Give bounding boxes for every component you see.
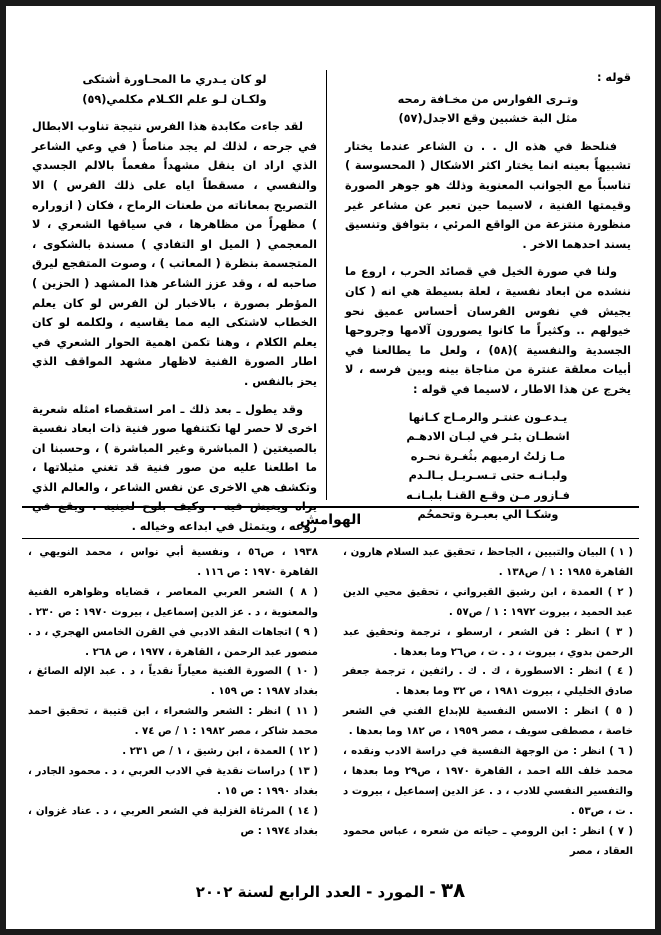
verse-line: ولبـانـه حتى تـسـربـل بـالـدم bbox=[408, 469, 568, 483]
journal-issue: - المورد - العدد الرابع لسنة ٢٠٠٢ bbox=[195, 883, 436, 901]
footnote: ( ٨ ) الشعر العربي المعاصر ، قضاياه وظواهره الفنية والمعنوية ، د . عز الدين إسماعيل ، بيروت ١٩٧٠ : ص ٢٣٠ . bbox=[28, 586, 319, 618]
verse-line: يـدعـون عنتـر والرمـاح كـانها bbox=[408, 410, 568, 424]
paragraph: لقد جاءت مكابدة هذا الفرس نتيجة تناوب الابطال في جرحه ، لذلك لم يجد مناصاً ( في وعي الشاعر الذي اراد ان ينقل مشهداً مفعماً بالالم الجسدي والنفسي ، مسقطاً اياه على ذلك الفرس ) الا التصريح بمعاناته من طعنات الرماح ، فكان ( ازوراره ) مظهراً من مظاهرها ، في سياقها الشعري ، لا المعجمي ( الميل او التفادي ) مسندة بالشكوى ، المتجسمة بنظرة ( المعاتب ) ، وصوت المتفجع ليرق صاحبه له ، وقد عزز الشاعر هذا المشهد ( الحزين ) المؤطر بصورة ، بالاخبار لن الفرس لو كان يعلم الخطاب لاشتكى اليه مما يقاسيه ، ولكلمه لو كان يعلم الكلام ، وهنا تكمن اهمية الحوار الشعري في اطار الصورة الفنية لاظهار مشهد المواقف الذي يحز بالنفس . bbox=[32, 120, 317, 388]
verse-line: لو كان يـدري ما المحـاورة أشتكى bbox=[82, 73, 267, 86]
notes-right-column bbox=[343, 543, 633, 862]
footnote: ( ٢ ) العمدة ، ابن رشيق القيرواني ، تحقيق محيي الدين عبد الحميد ، بيروت ١٩٧٢ : ١ / ص٥٧ . bbox=[343, 586, 633, 618]
paragraph: فنلحظ في هذه ال . . ن الشاعر عندما يختار تشبيهاً بعينه انما يختار اكثر الاشكال ( المحسوسة ) تناسباً مع الجوانب المعنوية وذلك هو جوهر الصورة وقيمتها الفنية ، لاسيما حين تعبر عن مشاعر غير منظورة منتزعة من الواقع المرئي ، بتوافق وتنسيق يسند احدهما الاخر . bbox=[345, 139, 631, 251]
verse-line: وتـرى الفوارس من مخـافة رمحه bbox=[397, 92, 579, 106]
notes-separator bbox=[22, 506, 639, 508]
paragraph: وقد يطول ـ بعد ذلك ـ امر استقصاء امثله شعرية اخرى لا حصر لها تكتنفها صور فنية ذات ابعاد نفسية بالصيغتين ( المباشرة وغير المباشرة ) ، وحسبنا ان ما اطلعنا عليه من صور فنية قد تغني مثيلاتها ، وتكشف هي الاخرى عن نفس الشاعر ، والعالم الذي روعه ، ويتمثل في ابداعه وخياله . bbox=[32, 402, 317, 534]
verse-line: مثل البة خشبين وقع الاجدل(٥٧) bbox=[398, 112, 578, 126]
verse-block-3 bbox=[32, 70, 317, 109]
page-footer bbox=[0, 878, 661, 902]
footnote: ١٩٣٨ ، ص٥٦ ، ونفسية أبي نواس ، محمد النويهي ، القاهرة ١٩٧٠ : ص ١١٦ . bbox=[28, 547, 318, 578]
footnote: ( ٩ ) اتجاهات النقد الادبي في القرن الخامس الهجري ، د . منصور عبد الرحمن ، القاهرة ، ١٩٧٧ ، ص ٢٦٨ . bbox=[28, 626, 318, 658]
footnote: ( ١٠ ) الصورة الفنية معياراً نقدياً ، د . عبد الإله الصائغ ، بغداد ١٩٨٧ : ص ١٥٩ . bbox=[28, 666, 318, 698]
footnote: ( ١٢ ) العمدة ، ابن رشيق ، ١ / ص ٢٣١ . bbox=[122, 746, 318, 758]
notes-title-rule bbox=[22, 538, 639, 539]
footnote: ( ١٤ ) المرثاة الغزلية في الشعر العربي ، د . عناد غزوان ، بغداد ١٩٧٤ : ص bbox=[28, 805, 319, 837]
right-column bbox=[345, 68, 631, 533]
footnote: ( ١١ ) انظر : الشعر والشعراء ، ابن قتيبة ، تحقيق احمد محمد شاكر ، مصر ١٩٨٢ : ١ / ص ٧٤ . bbox=[28, 706, 318, 738]
footnote: ( ٤ ) انظر : الاسطورة ، ك . ك . راثفين ، ترجمة جعفر صادق الخليلي ، بيروت ١٩٨١ ، ص ٣٢ وما بعدها . bbox=[343, 666, 633, 698]
page-number: ٣٨ bbox=[440, 878, 466, 902]
footnote: ( ١ ) البيان والتبيين ، الجاحظ ، تحقيق عبد السلام هارون ، القاهرة ١٩٨٥ : ١ / ص١٣٨ . bbox=[343, 547, 633, 578]
verse-line: ولكـان لـو علم الكـلام مكلمي(٥٩) bbox=[82, 92, 267, 106]
notes-title: الهوامش bbox=[299, 512, 362, 528]
notes-left-column bbox=[28, 543, 318, 842]
verse-line: فـازور مـن وقـع القنـا بلبـانـه bbox=[406, 488, 570, 502]
footnote: ( ٧ ) انظر : ابن الرومي ـ حياته من شعره ، عباس محمود العقاد ، مصر bbox=[343, 825, 634, 857]
verse-block-1 bbox=[345, 90, 631, 129]
intro-label: قوله : bbox=[596, 71, 631, 84]
footnote: ( ٥ ) انظر : الاسس النفسية للإبداع الفني في الشعر خاصة ، مصطفى سويف ، مصر ١٩٥٩ ، ص ١٨٢ وما بعدها . bbox=[343, 706, 633, 738]
footnote: ( ١٣ ) دراسات نقدية في الادب العربي ، د . محمود الجادر ، بغداد ١٩٩٠ : ص ١٥ . bbox=[28, 765, 319, 797]
left-column bbox=[32, 68, 317, 545]
verse-line: مـا زلتُ ارميهم بثُغـرة نحـره bbox=[410, 449, 566, 463]
verse-line: اشطـان بئـر في لبـان الادهـم bbox=[406, 430, 570, 444]
footnote: ( ٦ ) انظر : من الوجهة النفسية في دراسة الادب ونقده ، محمد خلف الله احمد ، القاهرة ١٩٧٠ ، ص٢٩ وما بعدها ، والتفسير النفسي للادب ، د . عز الدين إسماعيل ، بيروت د . ت ، ص٥٣ . bbox=[343, 746, 634, 817]
column-divider bbox=[326, 70, 327, 500]
verse-line: وشكـا الي بعبـرة وتحمحُم bbox=[417, 508, 559, 522]
paragraph: ولنا في صورة الخيل في قصائد الحرب ، اروع ما ننشده من ابعاد نفسية ، لعلة بسيطة هي انه ( كان يجيش في نفوس الفرسان أحساس عميق نحو خيولهم .. وكثيراً ما كانوا يصورون آلامها وجروحها الجسدية والنفسية )(٥٨) ، ولعل ما يطالعنا في أبيات معلقة عنترة من مناجاة بينه وبين فرسه ، لا يخرج عن هذا الاطار ، لاسيما في قوله : bbox=[345, 265, 631, 396]
footnote: ( ٣ ) انظر : فن الشعر ، ارسطو ، ترجمة وتحقيق عبد الرحمن بدوي ، بيروت ، د . ت ، ص٢٦ وما بعدها . bbox=[343, 626, 633, 658]
